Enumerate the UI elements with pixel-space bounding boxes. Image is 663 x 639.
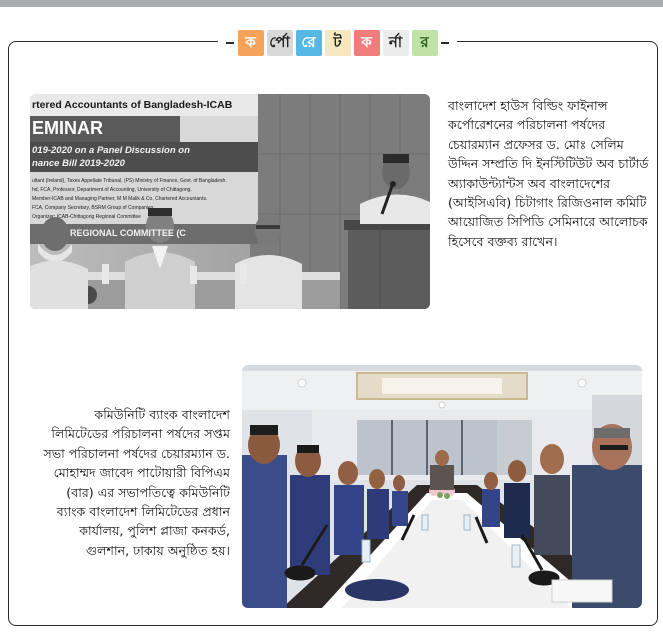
title-letter-3: রে — [296, 30, 322, 56]
banner-detail-line-2: hd, FCA, Professor, Department of Accounting, University of Chittagong. — [32, 187, 192, 193]
banner-topic-line-1: 019-2020 on a Panel Discussion on — [32, 145, 190, 156]
banner-detail-line-4: FCA, Company Secretary, BSRM Group of Companies. — [32, 205, 155, 211]
board-meeting-photo — [242, 365, 642, 608]
title-letter-4: ট — [325, 30, 351, 56]
banner-committee-text: REGIONAL COMMITTEE (C — [70, 228, 186, 238]
board-meeting-illustration — [242, 365, 642, 608]
story2-caption: কমিউনিটি ব্যাংক বাংলাদেশ লিমিটেডের পরিচালনা পর্ষদের সপ্তম সভা পরিচালনা পর্ষদের চেয়ারম্যান ড. মোহাম্মদ জাবেদ পাটোয়ারী বিপিএম (বার) এর সভাপতিত্বে কমিউনিটি ব্যাংক বাংলাদেশ লিমিটেডের প্রধান কার্যালয়, পুলিশ প্লাজা কনকর্ড, গুলশান, ঢাকায় অনুষ্ঠিত হয়। — [43, 407, 230, 558]
banner-seminar-text: EMINAR — [32, 118, 103, 138]
banner-detail-line-1: ultant (Ireland), Taxes Appellate Tribunal, (PS) Ministry of Finance, Govt. of Bangladesh. — [32, 178, 227, 184]
seminar-photo — [30, 94, 430, 309]
banner-org-text: rtered Accountants of Bangladesh-ICAB — [32, 99, 233, 111]
title-letter-7: র — [412, 30, 438, 56]
corner-title — [218, 28, 457, 58]
title-letter-1: ক — [238, 30, 264, 56]
banner-detail-line-5: Organizer: ICAB-Chittagong Regional Committee — [32, 214, 141, 220]
title-letter-6: র্না — [383, 30, 409, 56]
banner-topic-line-2: nance Bill 2019-2020 — [32, 158, 125, 169]
title-dash-left — [226, 42, 234, 44]
title-dash-right — [441, 42, 449, 44]
title-letter-2: র্পো — [267, 30, 293, 56]
banner-detail-line-3: Member-ICAB and Managing Partner, M M Malik & Co, Chartered Accountants. — [32, 196, 208, 202]
story1-caption: বাংলাদেশ হাউস বিল্ডিং ফাইনান্স কর্পোরেশনের পরিচালনা পর্ষদের চেয়ারম্যান প্রফেসর ড. মোঃ সেলিম উদ্দিন সম্প্রতি দি ইনস্টিটিউট অব চার্টার্ড অ্যাকাউন্ট্যান্টস অব বাংলাদেশের (আইসিএবি) চিটাগাং রিজিওনাল কমিটি আয়োজিত সিপিডি সেমিনারে আলোচক হিসেবে বক্তব্য রাখেন। — [448, 98, 649, 249]
top-rule — [0, 0, 663, 7]
title-letter-5: ক — [354, 30, 380, 56]
